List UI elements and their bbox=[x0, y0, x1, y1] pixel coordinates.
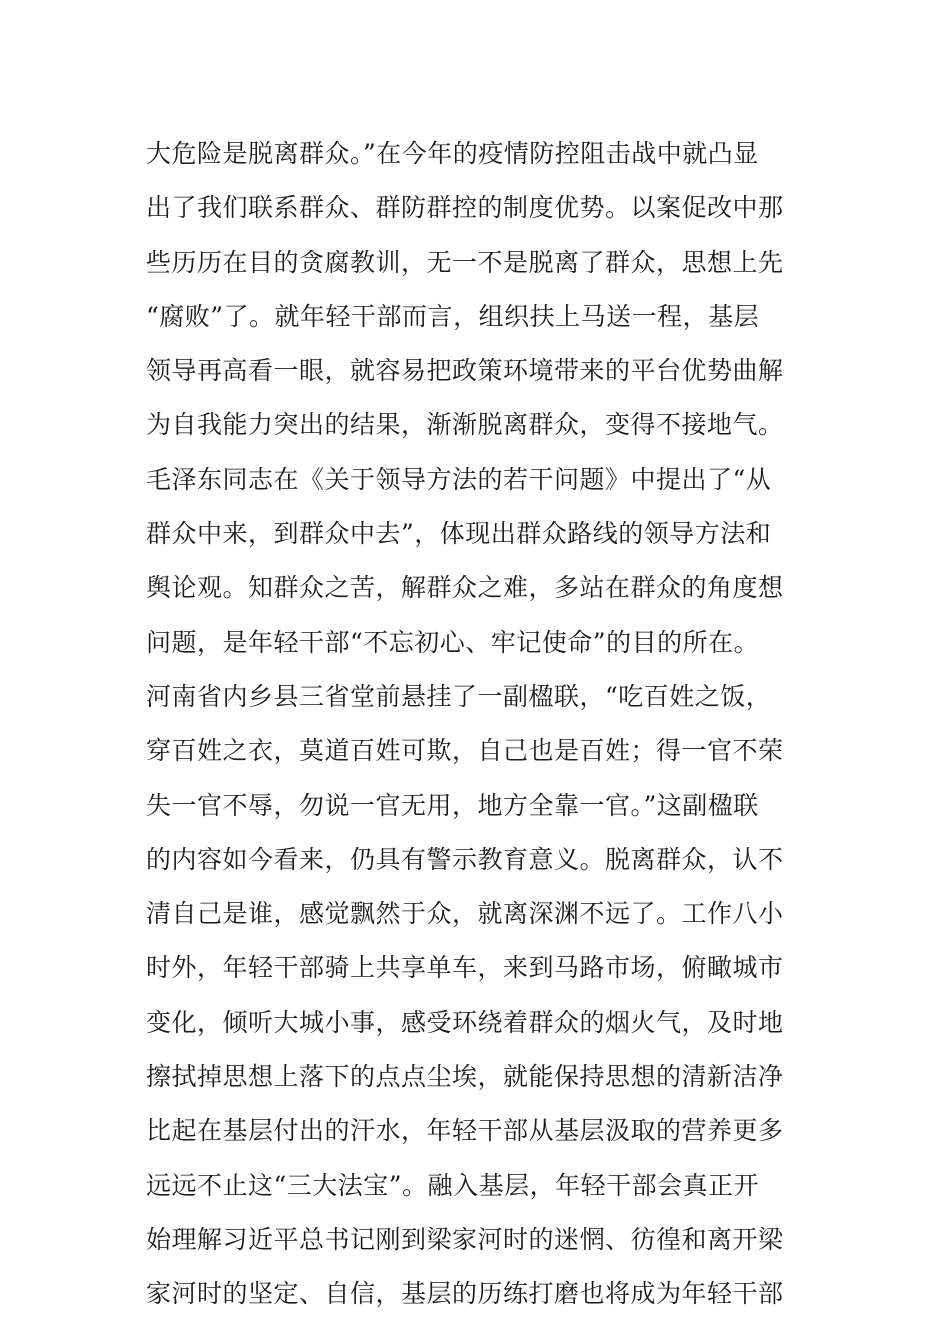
text-line: 领导再高看一眼，就容易把政策环境带来的平台优势曲解 bbox=[146, 356, 784, 386]
text-line: 变化，倾听大城小事，感受环绕着群众的烟火气，及时地 bbox=[146, 1007, 784, 1037]
text-line: 家河时的坚定、自信，基层的历练打磨也将成为年轻干部 bbox=[146, 1279, 784, 1309]
text-line: 舆论观。知群众之苦，解群众之难，多站在群众的角度想 bbox=[146, 573, 784, 603]
text-line: 出了我们联系群众、群防群控的制度优势。以案促改中那 bbox=[146, 193, 784, 223]
text-line: 比起在基层付出的汗水，年轻干部从基层汲取的营养更多 bbox=[146, 1116, 784, 1146]
text-line: 大危险是脱离群众。”在今年的疫情防控阻击战中就凸显 bbox=[146, 139, 759, 168]
text-line: 清自己是谁，感觉飘然于众，就离深渊不远了。工作八小 bbox=[146, 899, 784, 929]
text-line: 远远不止这“三大法宝”。融入基层，年轻干部会真正开 bbox=[146, 1170, 760, 1200]
text-line: 群众中来，到群众中去”，体现出群众路线的领导方法和 bbox=[146, 519, 772, 549]
body-text bbox=[146, 127, 816, 1322]
text-line: 河南省内乡县三省堂前悬挂了一副楹联，“吃百姓之饭， bbox=[146, 681, 772, 711]
text-line: 时外，年轻干部骑上共享单车，来到马路市场，俯瞰城市 bbox=[146, 953, 784, 983]
text-line: 问题，是年轻干部“不忘初心、牢记使命”的目的所在。 bbox=[146, 627, 760, 657]
text-line: 毛泽东同志在《关于领导方法的若干问题》中提出了“从 bbox=[146, 464, 772, 494]
text-line: 些历历在目的贪腐教训，无一不是脱离了群众，思想上先 bbox=[146, 247, 784, 277]
text-line: “腐败”了。就年轻干部而言，组织扶上马送一程，基层 bbox=[146, 301, 760, 331]
text-line: 的内容如今看来，仍具有警示教育意义。脱离群众，认不 bbox=[146, 844, 784, 874]
text-line: 擦拭掉思想上落下的点点尘埃，就能保持思想的清新洁净 bbox=[146, 1062, 784, 1092]
text-line: 始理解习近平总书记刚到梁家河时的迷惘、彷徨和离开梁 bbox=[146, 1224, 784, 1254]
text-line: 失一官不辱，勿说一官无用，地方全靠一官。”这副楹联 bbox=[146, 790, 759, 820]
text-line: 穿百姓之衣，莫道百姓可欺，自己也是百姓；得一官不荣 bbox=[146, 736, 784, 766]
text-line: 为自我能力突出的结果，渐渐脱离群众，变得不接地气。 bbox=[146, 410, 784, 440]
